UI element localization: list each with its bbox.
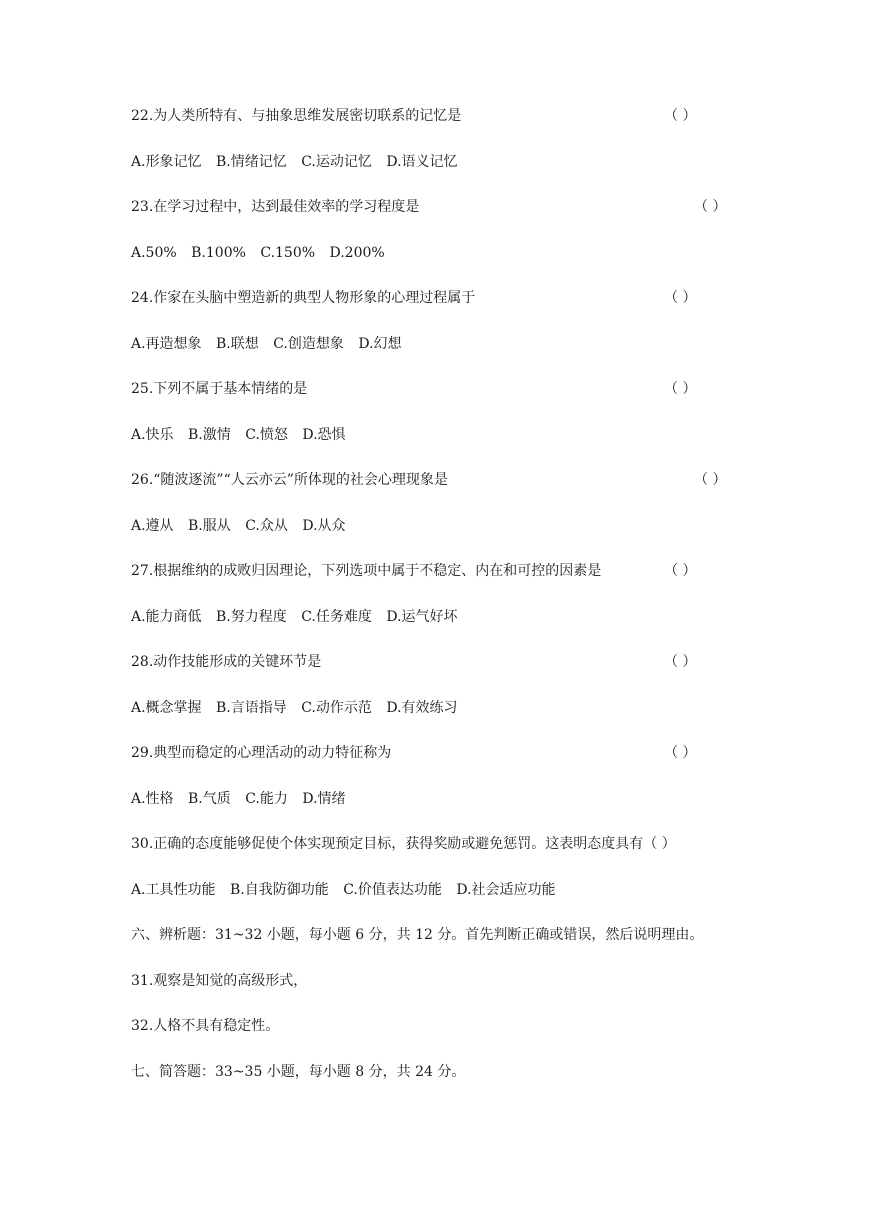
question-23-options [131,243,395,263]
question-29-stem: 29.典型而稳定的心理活动的动力特征称为 [131,745,392,761]
option-b: B.努力程度 [216,609,287,625]
question-31: 31.观察是知觉的高级形式， [131,973,308,989]
question-28-stem: 28.动作技能形成的关键环节是 [131,654,322,670]
option-b: B.情绪记忆 [216,154,287,170]
question-24-answer-blank: （ ） [664,290,697,306]
question-24-options [131,334,412,354]
question-23-stem: 23.在学习过程中，达到最佳效率的学习程度是 [131,199,420,215]
question-23-answer-blank: （ ） [694,199,727,215]
option-c: C.众从 [245,518,288,534]
option-c: C.运动记忆 [301,154,372,170]
question-30-stem [131,834,676,854]
option-d: D.运气好坏 [386,609,458,625]
question-30-stem-text: 30.正确的态度能够促使个体实现预定目标，获得奖励或避免惩罚。这表明态度具有 [131,836,644,852]
option-b: B.气质 [188,791,231,807]
question-26-stem: 26.“随波逐流”“人云亦云”所体现的社会心理现象是 [131,472,448,488]
question-27-answer-blank: （ ） [664,563,697,579]
option-a: A.工具性功能 [131,882,216,898]
question-27-options [131,607,468,627]
question-25-options [131,425,356,445]
option-a: A.快乐 [131,427,174,443]
option-c: C.能力 [245,791,288,807]
question-30-answer-blank: （ ） [643,836,676,852]
section-7-heading: 七、简答题：33~35 小题，每小题 8 分，共 24 分。 [131,1064,466,1080]
option-c: C.愤怒 [245,427,288,443]
question-25-answer-blank: （ ） [664,381,697,397]
section-6-heading: 六、辨析题：31~32 小题，每小题 6 分，共 12 分。首先判断正确或错误，然后说明理由。 [131,927,704,943]
question-28-options [131,698,468,718]
option-d: D.200% [329,245,385,261]
question-29-options [131,789,356,809]
option-d: D.恐惧 [302,427,346,443]
question-26-options [131,516,356,536]
option-c: C.价值表达功能 [343,882,442,898]
option-b: B.100% [191,245,246,261]
question-27-stem: 27.根据维纳的成败归因理论，下列选项中属于不稳定、内在和可控的因素是 [131,563,602,579]
option-a: A.50% [131,245,177,261]
question-24-stem: 24.作家在头脑中塑造新的典型人物形象的心理过程属于 [131,290,476,306]
option-d: D.从众 [302,518,346,534]
option-a: A.能力商低 [131,609,202,625]
question-22-stem: 22.为人类所特有、与抽象思维发展密切联系的记忆是 [131,108,462,124]
question-26-answer-blank: （ ） [694,472,727,488]
question-28-answer-blank: （ ） [664,654,697,670]
option-a: A.概念掌握 [131,700,202,716]
question-22-options [131,152,468,172]
option-c: C.150% [260,245,316,261]
option-d: D.语义记忆 [386,154,458,170]
option-c: C.动作示范 [301,700,372,716]
option-a: A.遵从 [131,518,174,534]
option-d: D.情绪 [302,791,346,807]
question-25-stem: 25.下列不属于基本情绪的是 [131,381,308,397]
question-32: 32.人格不具有稳定性。 [131,1018,280,1034]
option-b: B.言语指导 [216,700,287,716]
option-c: C.任务难度 [301,609,372,625]
option-b: B.服从 [188,518,231,534]
option-b: B.自我防御功能 [230,882,329,898]
option-b: B.联想 [216,336,259,352]
question-29-answer-blank: （ ） [664,745,697,761]
option-d: D.幻想 [358,336,402,352]
option-b: B.激情 [188,427,231,443]
option-a: A.性格 [131,791,174,807]
option-c: C.创造想象 [273,336,344,352]
option-a: A.再造想象 [131,336,202,352]
option-d: D.有效练习 [386,700,458,716]
question-22-answer-blank: （ ） [664,108,697,124]
option-a: A.形象记忆 [131,154,202,170]
question-30-options [131,880,566,900]
option-d: D.社会适应功能 [456,882,556,898]
